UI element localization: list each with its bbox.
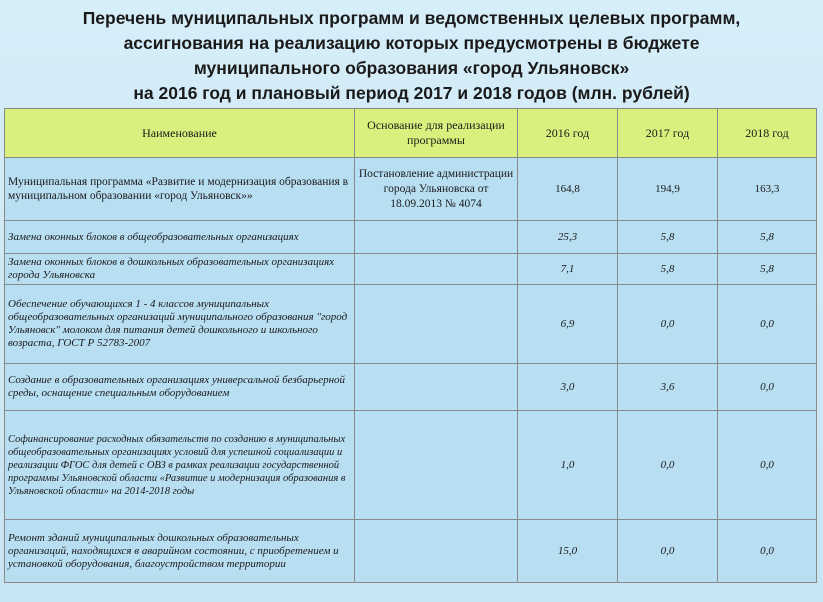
table-row	[5, 285, 817, 364]
row-2017: 5,8	[618, 254, 718, 285]
row-name: Замена оконных блоков в общеобразовательных организациях	[5, 221, 355, 254]
program-name: Муниципальная программа «Развитие и модернизация образования в муниципальном образовании «город Ульяновск»»	[5, 158, 355, 221]
row-name: Создание в образовательных организациях универсальной безбарьерной среды, оснащение специальным оборудованием	[5, 364, 355, 411]
row-2016: 25,3	[518, 221, 618, 254]
row-name: Обеспечение обучающихся 1 - 4 классов муниципальных общеобразовательных организаций муниципального образования "город Ульяновск" молоком для питания детей дошкольного и школьного возраста, ГОСТ Р 52783-2007	[5, 285, 355, 364]
row-2017: 0,0	[618, 285, 718, 364]
row-2017: 0,0	[618, 411, 718, 520]
row-2018: 0,0	[718, 364, 817, 411]
row-2016: 1,0	[518, 411, 618, 520]
row-basis	[355, 221, 518, 254]
row-basis	[355, 411, 518, 520]
row-name: Ремонт зданий муниципальных дошкольных образовательных организаций, находящихся в аварийном состоянии, с приобретением и установкой оборудования, благоустройством территории	[5, 520, 355, 583]
row-basis	[355, 520, 518, 583]
header-2018: 2018 год	[718, 109, 817, 158]
table-row	[5, 520, 817, 583]
program-2016: 164,8	[518, 158, 618, 221]
row-2018: 5,8	[718, 254, 817, 285]
row-2016: 6,9	[518, 285, 618, 364]
table-row	[5, 364, 817, 411]
title-line-4: на 2016 год и плановый период 2017 и 2018 годов (млн. рублей)	[133, 83, 690, 103]
row-2017: 0,0	[618, 520, 718, 583]
program-basis: Постановление администрации города Ульяновска от 18.09.2013 № 4074	[355, 158, 518, 221]
row-2018: 0,0	[718, 520, 817, 583]
row-2016: 7,1	[518, 254, 618, 285]
header-2017: 2017 год	[618, 109, 718, 158]
header-2016: 2016 год	[518, 109, 618, 158]
page-title	[0, 6, 823, 106]
row-basis	[355, 254, 518, 285]
row-2017: 3,6	[618, 364, 718, 411]
row-2018: 0,0	[718, 411, 817, 520]
title-line-3: муниципального образования «город Ульяновск»	[193, 58, 630, 78]
table-row	[5, 221, 817, 254]
row-2018: 5,8	[718, 221, 817, 254]
row-2017: 5,8	[618, 221, 718, 254]
title-line-1: Перечень муниципальных программ и ведомственных целевых программ,	[82, 8, 741, 28]
header-name: Наименование	[5, 109, 355, 158]
table-row	[5, 411, 817, 520]
row-name: Софинансирование расходных обязательств по созданию в муниципальных общеобразовательных организациях условий для успешной социализации и реализации ФГОС для детей с ОВЗ в рамках реализации государственной программы Ульяновской области «Развитие и модернизация образования в Ульяновской области» на 2014-2018 годы	[5, 411, 355, 520]
row-2016: 15,0	[518, 520, 618, 583]
row-2018: 0,0	[718, 285, 817, 364]
table-row-main-program	[5, 158, 817, 221]
title-line-2: ассигнования на реализацию которых предусмотрены в бюджете	[123, 33, 700, 53]
programs-table	[4, 108, 817, 583]
header-basis: Основание для реализации программы	[355, 109, 518, 158]
row-name: Замена оконных блоков в дошкольных образовательных организациях города Ульяновска	[5, 254, 355, 285]
row-basis	[355, 364, 518, 411]
row-basis	[355, 285, 518, 364]
table-header-row	[5, 109, 817, 158]
table-row	[5, 254, 817, 285]
program-2018: 163,3	[718, 158, 817, 221]
row-2016: 3,0	[518, 364, 618, 411]
program-2017: 194,9	[618, 158, 718, 221]
